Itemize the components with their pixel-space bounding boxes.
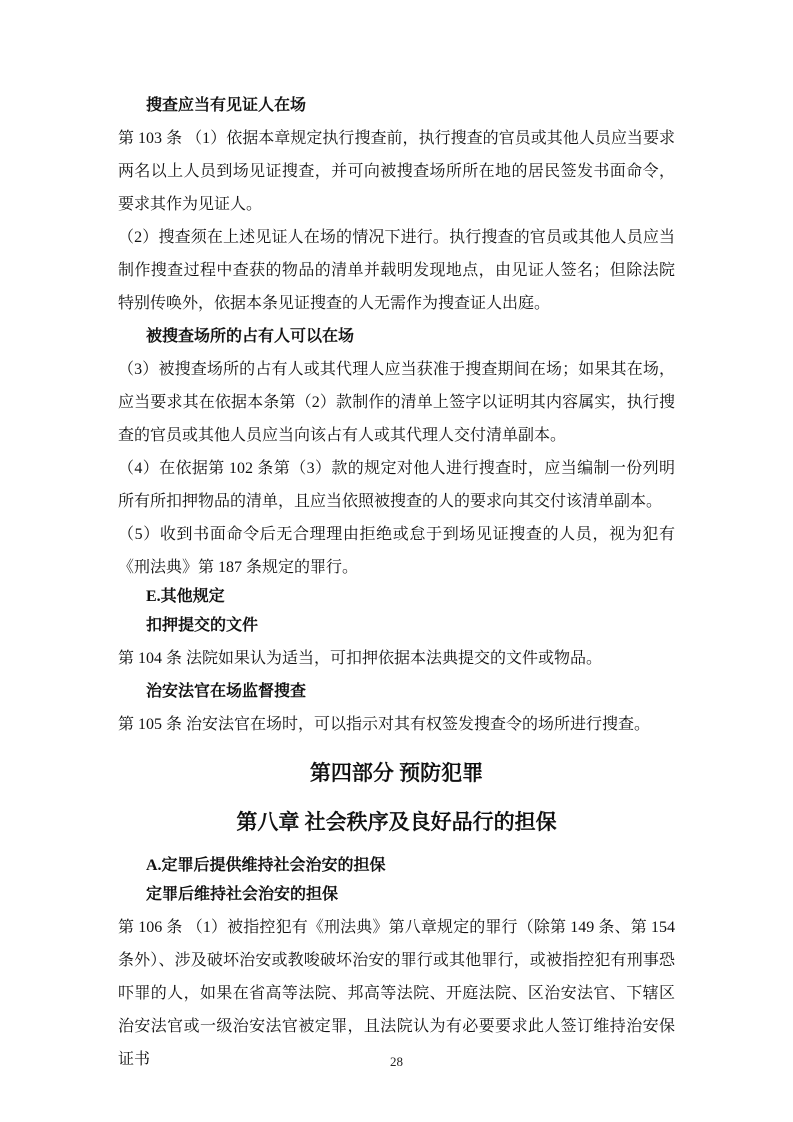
body-paragraph: （5）收到书面命令后无合理理由拒绝或怠于到场见证搜查的人员，视为犯有《刑法典》第 187 条规定的罪行。 — [118, 526, 675, 576]
section-subheading: A.定罪后提供维持社会治安的担保 — [146, 857, 386, 874]
chapter-heading: 第八章 社会秩序及良好品行的担保 — [236, 810, 557, 834]
section-subheading: 定罪后维持社会治安的担保 — [146, 886, 339, 903]
section-subheading: 治安法官在场监督搜查 — [146, 683, 307, 700]
body-paragraph: 第 105 条 治安法官在场时，可以指示对其有权签发搜查令的场所进行搜查。 — [118, 716, 651, 733]
body-paragraph: （3）被搜查场所的占有人或其代理人应当获准于搜查期间在场；如果其在场，应当要求其在依据本条第（2）款制作的清单上签字以证明其内容属实，执行搜查的官员或其他人员应当向该占有人或其代理人交付清单副本。 — [118, 361, 675, 444]
body-paragraph: 第 104 条 法院如果认为适当，可扣押依据本法典提交的文件或物品。 — [118, 650, 603, 667]
part-heading: 第四部分 预防犯罪 — [309, 761, 484, 785]
section-subheading: 扣押提交的文件 — [146, 617, 259, 634]
section-subheading: 搜查应当有见证人在场 — [146, 97, 307, 114]
body-paragraph: 第 106 条 （1）被指控犯有《刑法典》第八章规定的罪行（除第 149 条、第 154 条外）、涉及破坏治安或教唆破坏治安的罪行或其他罪行，或被指控犯有刑事恐吓罪的人，如果在省高等法院、邦高等法院、开庭法院、区治安法官、下辖区治安法官或一级治安法官被定罪，且法院认为有必要要求此人签订维持治安保证书 — [118, 919, 675, 1068]
body-paragraph: 第 103 条 （1）依据本章规定执行搜查前，执行搜查的官员或其他人员应当要求两名以上人员到场见证搜查，并可向被搜查场所所在地的居民签发书面命令，要求其作为见证人。 — [118, 130, 675, 213]
page-number: 28 — [390, 1054, 403, 1069]
body-paragraph: （4）在依据第 102 条第（3）款的规定对他人进行搜查时，应当编制一份列明所有所扣押物品的清单，且应当依照被搜查的人的要求向其交付该清单副本。 — [118, 460, 675, 510]
section-subheading: 被搜查场所的占有人可以在场 — [146, 328, 355, 345]
section-subheading: E.其他规定 — [146, 588, 225, 605]
body-paragraph: （2）搜查须在上述见证人在场的情况下进行。执行搜查的官员或其他人员应当制作搜查过程中查获的物品的清单并载明发现地点，由见证人签名；但除法院特别传唤外，依据本条见证搜查的人无需作为搜查证人出庭。 — [118, 229, 675, 312]
